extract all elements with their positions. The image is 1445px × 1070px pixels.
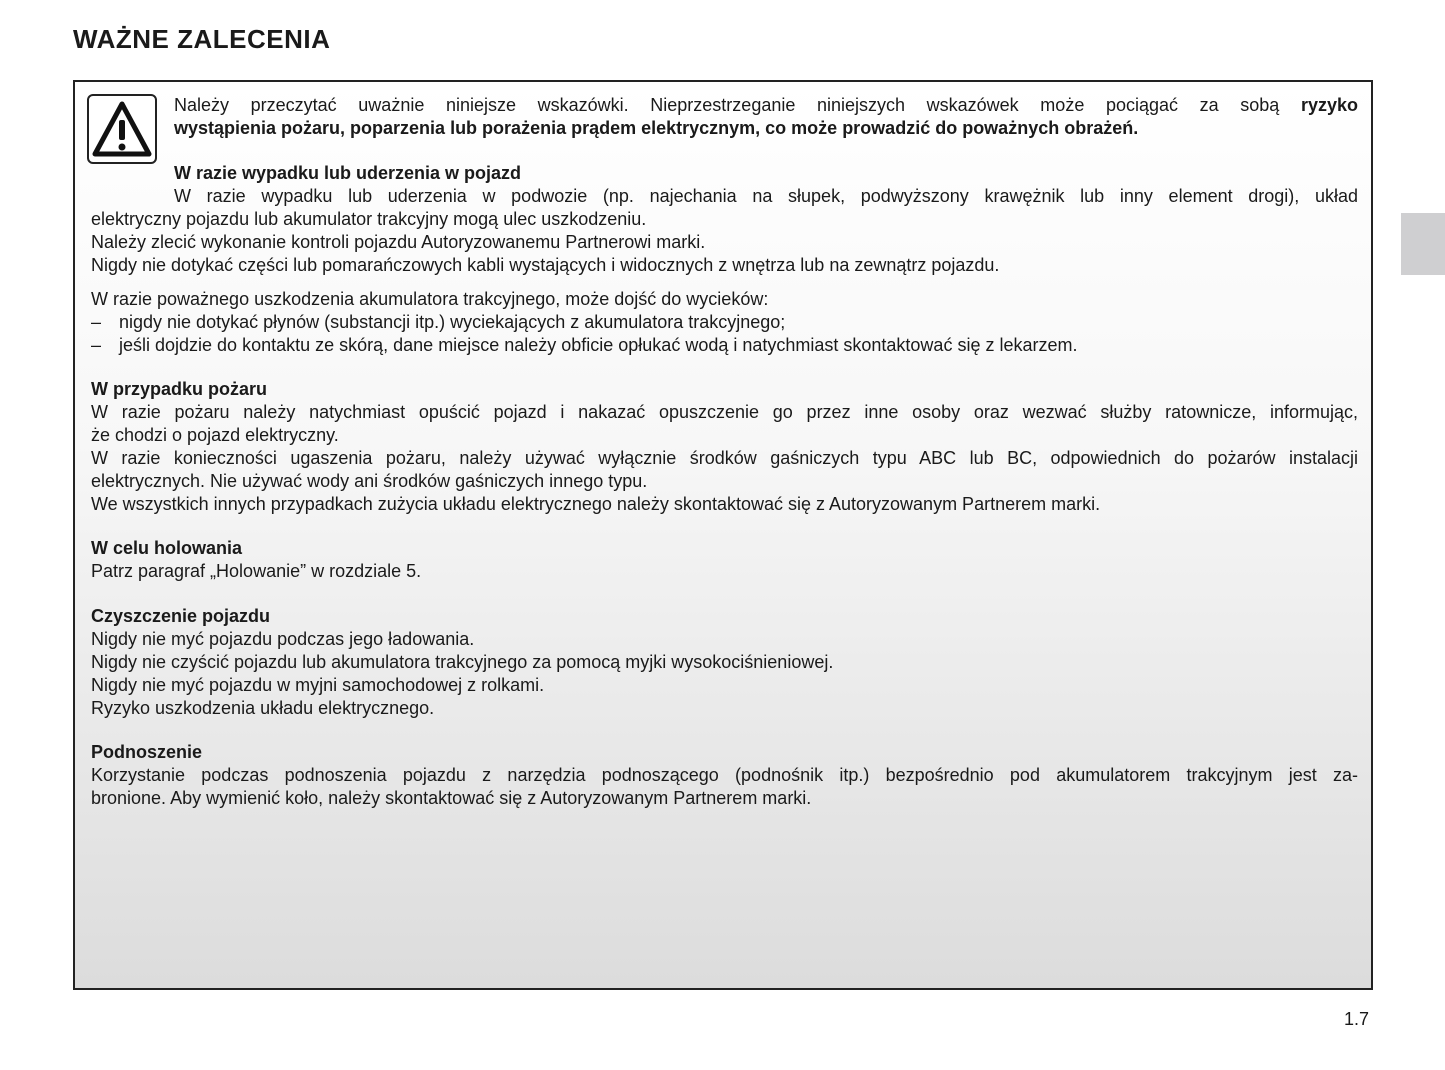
text-line: Nigdy nie dotykać części lub pomarańczowych kabli wystających i widocznych z wnętrza lub na zewnątrz pojazdu. [91, 255, 1000, 275]
warning-triangle-icon [87, 94, 157, 164]
text-line: że chodzi o pojazd elektryczny. [91, 425, 339, 445]
list-item-text: nigdy nie dotykać płynów (substancji itp.) wyciekających z akumulatora trakcyjnego; [119, 312, 786, 332]
intro-line-1 [174, 94, 1358, 117]
text-line: bronione. Aby wymienić koło, należy skontaktować się z Autoryzowanym Partnerem marki. [91, 788, 812, 808]
list-item [91, 311, 1358, 334]
text-line: Nigdy nie myć pojazdu w myjni samochodowej z rolkami. [91, 675, 545, 695]
section-heading-lifting: Podnoszenie [91, 742, 203, 762]
section-heading-fire: W przypadku pożaru [91, 379, 268, 399]
text-line: W razie konieczności ugaszenia pożaru, należy używać wyłącznie środków gaśniczych typu ABC lub BC, odpowiednich do pożarów instalacji [91, 448, 1358, 468]
text-line: Nigdy nie myć pojazdu podczas jego ładowania. [91, 629, 475, 649]
text-line: We wszystkich innych przypadkach zużycia układu elektrycznego należy skontaktować się z Autoryzowanym Partnerem marki. [91, 494, 1101, 514]
dash-bullet: – [91, 312, 102, 332]
text-line: Nigdy nie czyścić pojazdu lub akumulatora trakcyjnego za pomocą myjki wysokociśnieniowej. [91, 652, 834, 672]
warning-box [73, 80, 1373, 990]
text-line: Ryzyko uszkodzenia układu elektrycznego. [91, 698, 435, 718]
text-line: Należy zlecić wykonanie kontroli pojazdu Autoryzowanemu Partnerowi marki. [91, 232, 706, 252]
intro-bold-text: ryzyko [1300, 95, 1358, 115]
list-item-text: jeśli dojdzie do kontaktu ze skórą, dane miejsce należy obficie opłukać wodą i natychmiast skontaktować się z lekarzem. [119, 335, 1078, 355]
text-line: W razie poważnego uszkodzenia akumulatora trakcyjnego, może dojść do wycieków: [91, 289, 769, 309]
list-item [91, 334, 1358, 357]
section-heading-towing: W celu holowania [91, 538, 243, 558]
section-heading-accident: W razie wypadku lub uderzenia w pojazd [174, 163, 522, 183]
text-line: W razie pożaru należy natychmiast opuścić pojazd i nakazać opuszczenie go przez inne osoby oraz wezwać służby ratownicze, informując, [91, 402, 1358, 422]
text-line: Patrz paragraf „Holowanie” w rozdziale 5. [91, 561, 422, 581]
dash-bullet: – [91, 335, 102, 355]
text-line: Korzystanie podczas podnoszenia pojazdu z narzędzia podnoszącego (podnośnik itp.) bezpośrednio pod akumulatorem trakcyjnym jest za- [91, 765, 1358, 785]
section-heading-cleaning: Czyszczenie pojazdu [91, 606, 271, 626]
intro-text: Należy przeczytać uważnie niniejsze wskazówki. Nieprzestrzeganie niniejszych wskazówek może pociągać za sobą [174, 95, 1280, 115]
text-line: W razie wypadku lub uderzenia w podwozie (np. najechania na słupek, podwyższony krawężnik lub inny element drogi), układ [174, 186, 1358, 206]
chapter-tab-marker [1401, 213, 1445, 275]
intro-line-2: wystąpienia pożaru, poparzenia lub porażenia prądem elektrycznym, co może prowadzić do poważnych obrażeń. [174, 118, 1139, 138]
text-line: elektrycznych. Nie używać wody ani środków gaśniczych innego typu. [91, 471, 648, 491]
page-title: WAŻNE ZALECENIA [73, 24, 331, 54]
text-line: elektryczny pojazdu lub akumulator trakcyjny mogą ulec uszkodzeniu. [91, 209, 647, 229]
page-number: 1.7 [1344, 1009, 1370, 1029]
